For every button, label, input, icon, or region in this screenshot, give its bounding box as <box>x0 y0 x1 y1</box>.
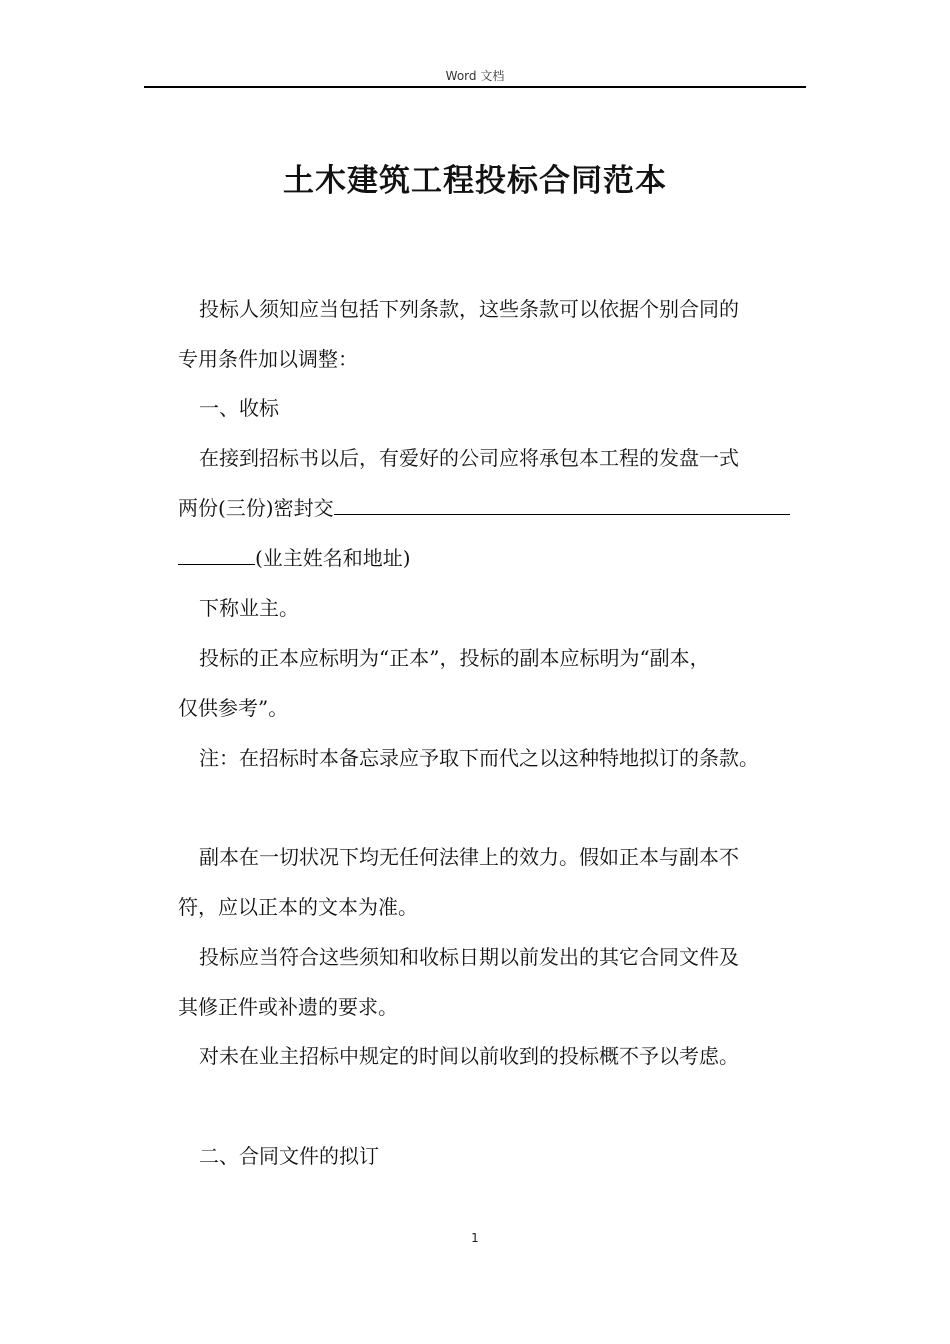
paragraph-line: 专用条件加以调整： <box>178 347 358 371</box>
paragraph-text: 两份(三份)密封交 <box>178 496 334 520</box>
paragraph-line <box>178 543 411 573</box>
paragraph-line: 对未在业主招标中规定的时间以前收到的投标概不予以考虑。 <box>199 1044 739 1068</box>
paragraph-line: 在接到招标书以后，有爱好的公司应将承包本工程的发盘一式 <box>199 446 739 470</box>
section-heading: 一、收标 <box>199 396 279 420</box>
document-title: 土木建筑工程投标合同范本 <box>283 163 667 199</box>
header-divider <box>144 86 806 88</box>
paragraph-line: 投标的正本应标明为“正本”，投标的副本应标明为“副本， <box>199 646 710 670</box>
paragraph-line: 副本在一切状况下均无任何法律上的效力。假如正本与副本不 <box>199 845 739 869</box>
fill-in-blank <box>178 544 255 565</box>
paragraph-line: 投标人须知应当包括下列条款，这些条款可以依据个别合同的 <box>199 297 739 321</box>
fill-in-blank <box>334 494 790 515</box>
page-number: 1 <box>471 1231 479 1245</box>
section-heading: 二、合同文件的拟订 <box>199 1144 379 1168</box>
paragraph-line: 符，应以正本的文本为准。 <box>178 895 418 919</box>
paragraph-line: 下称业主。 <box>199 596 299 620</box>
paragraph-line: 其修正件或补遗的要求。 <box>178 995 398 1019</box>
page-header-label: Word 文档 <box>445 69 505 83</box>
paragraph-line: 投标应当符合这些须知和收标日期以前发出的其它合同文件及 <box>199 945 739 969</box>
paragraph-line: 仅供参考”。 <box>178 696 289 720</box>
paragraph-text: (业主姓名和地址) <box>255 546 411 570</box>
paragraph-line: 注：在招标时本备忘录应予取下而代之以这种特地拟订的条款。 <box>199 746 759 770</box>
paragraph-line <box>178 493 790 523</box>
